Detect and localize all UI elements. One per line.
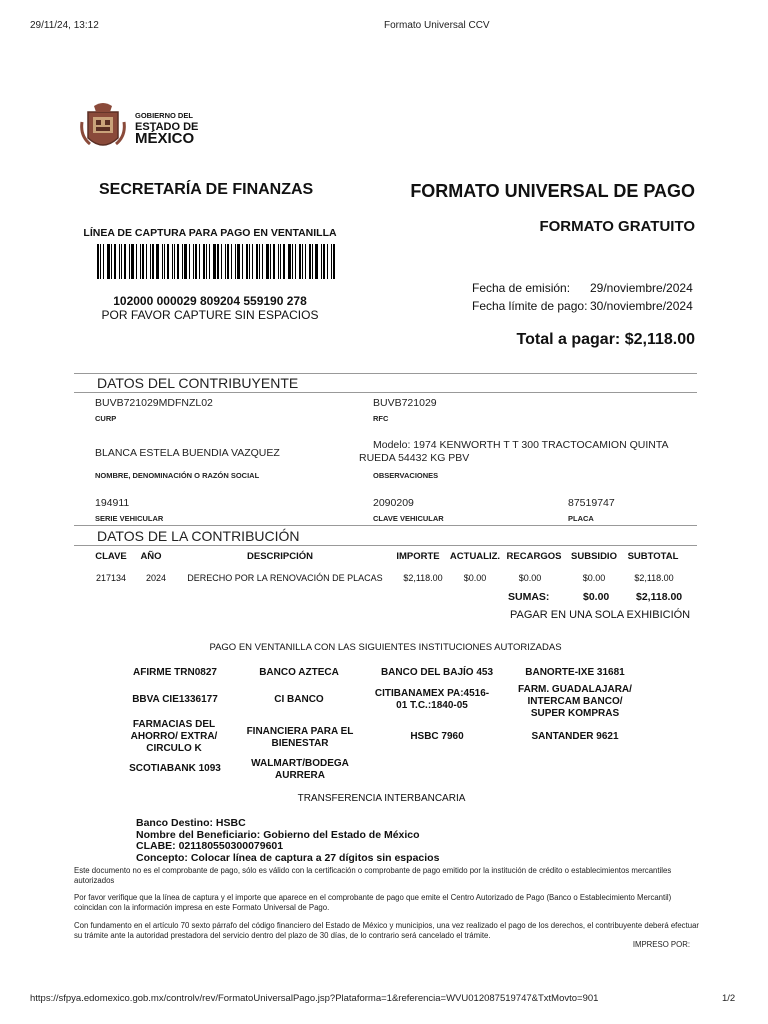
placa-label: PLACA xyxy=(568,514,594,523)
barcode-bar xyxy=(164,244,165,279)
barcode-bar xyxy=(278,244,279,279)
formato-title: FORMATO UNIVERSAL DE PAGO xyxy=(410,181,695,201)
barcode-bar xyxy=(242,244,243,279)
institution-item: BANORTE-IXE 31681 xyxy=(525,667,625,678)
barcode-bar xyxy=(283,244,285,279)
institution-item: SANTANDER 9621 xyxy=(531,731,619,742)
barcode-bar xyxy=(249,244,250,279)
impreso-por: IMPRESO POR: xyxy=(632,940,690,949)
institution-item: BANCO AZTECA xyxy=(259,667,339,678)
barcode-bar xyxy=(150,244,151,279)
table-header: RECARGOS xyxy=(506,551,562,562)
barcode-bar xyxy=(246,244,248,279)
barcode-bar xyxy=(213,244,216,279)
barcode-bar xyxy=(227,244,229,279)
formato-gratuito: FORMATO GRATUITO xyxy=(539,218,695,235)
clave-vehicular-label: CLAVE VEHICULAR xyxy=(373,514,444,523)
nota-1: Este documento no es el comprobante de pago, sólo es válido con la certificación o comprobante de pago emitido por la institución de crédito o establecimientos mercantiles autorizados xyxy=(74,866,672,885)
barcode-bar xyxy=(312,244,313,279)
barcode-bar xyxy=(262,244,263,279)
table-header: SUBTOTAL xyxy=(627,551,679,562)
observaciones-value: Modelo: 1974 KENWORTH T T 300 TRACTOCAMION QUINTA RUEDA 54432 KG PBV xyxy=(359,439,668,464)
barcode-bar xyxy=(299,244,301,279)
linea-captura-numero: 102000 000029 809204 559190 278 xyxy=(113,294,307,308)
barcode-bar xyxy=(199,244,200,279)
barcode-bar xyxy=(305,244,306,279)
banco-destino: Banco Destino: HSBC xyxy=(136,817,246,829)
rfc-value: BUVB721029 xyxy=(373,397,437,409)
barcode-bar xyxy=(206,244,207,279)
barcode-bar xyxy=(237,244,240,279)
instituciones-title: PAGO EN VENTANILLA CON LAS SIGUIENTES INSTITUCIONES AUTORIZADAS xyxy=(209,642,562,653)
institution-item: FARMACIAS DEL AHORRO/ EXTRA/ CIRCULO K xyxy=(130,719,218,754)
sumas-label: SUMAS: xyxy=(508,591,550,603)
divider xyxy=(74,525,697,526)
barcode-bar xyxy=(172,244,173,279)
logo-text-1: GOBIERNO DEL xyxy=(135,111,193,120)
barcode-bar xyxy=(193,244,194,279)
barcode-bar xyxy=(321,244,322,279)
logo-text-3: MÉXICO xyxy=(135,130,195,147)
serie-label: SERIE VEHICULAR xyxy=(95,514,164,523)
coat-of-arms-icon xyxy=(80,102,126,154)
barcode-bar xyxy=(156,244,159,279)
barcode-bar xyxy=(184,244,187,279)
transferencia-title: TRANSFERENCIA INTERBANCARIA xyxy=(297,793,466,804)
clave-vehicular-value: 2090209 xyxy=(373,497,414,509)
barcode-bar xyxy=(124,244,126,279)
print-page-number: 1/2 xyxy=(722,993,736,1004)
barcode-bar xyxy=(129,244,130,279)
exhibicion-nota: PAGAR EN UNA SOLA EXHIBICIÓN xyxy=(510,609,691,621)
barcode-bar xyxy=(292,244,293,279)
barcode-bar xyxy=(270,244,271,279)
linea-captura-title: LÍNEA DE CAPTURA PARA PAGO EN VENTANILLA xyxy=(83,227,337,239)
barcode-bar xyxy=(225,244,226,279)
barcode-bar xyxy=(209,244,210,279)
fecha-emision-value: 29/noviembre/2024 xyxy=(590,281,693,295)
table-cell: $2,118.00 xyxy=(403,573,443,583)
barcode-bar xyxy=(331,244,332,279)
observaciones-label: OBSERVACIONES xyxy=(373,471,439,480)
barcode-bar xyxy=(217,244,219,279)
institution-item: FARM. GUADALAJARA/ INTERCAM BANCO/ SUPER KOMPRAS xyxy=(518,684,632,719)
barcode-bar xyxy=(146,244,147,279)
institution-item: HSBC 7960 xyxy=(410,731,464,742)
table-header: ACTUALIZ. xyxy=(449,551,501,562)
barcode-bar xyxy=(162,244,163,279)
fecha-emision-label: Fecha de emisión: xyxy=(472,281,571,295)
table-cell: $0.00 xyxy=(463,573,487,583)
table-header: CLAVE xyxy=(95,551,127,562)
barcode-bar xyxy=(203,244,205,279)
barcode-bar xyxy=(114,244,116,279)
secretaria-title: SECRETARÍA DE FINANZAS xyxy=(99,181,314,198)
print-datetime: 29/11/24, 13:12 xyxy=(30,20,99,31)
barcode-bar xyxy=(167,244,169,279)
institution-item: BBVA CIE1336177 xyxy=(132,694,218,705)
institution-item: SCOTIABANK 1093 xyxy=(129,763,221,774)
barcode-bar xyxy=(235,244,236,279)
total-a-pagar: Total a pagar: $2,118.00 xyxy=(516,331,695,348)
barcode-bar xyxy=(97,244,99,279)
table-cell: $0.00 xyxy=(582,573,606,583)
barcode-bar xyxy=(189,244,190,279)
barcode-bar xyxy=(174,244,175,279)
barcode-bar xyxy=(315,244,318,279)
sumas-total: $2,118.00 xyxy=(636,591,683,603)
table-cell: 2024 xyxy=(145,573,167,583)
serie-value: 194911 xyxy=(95,497,130,509)
clabe: CLABE: 021180550300079601 xyxy=(136,840,284,852)
table-header: DESCRIPCIÓN xyxy=(247,551,313,562)
nombre-value: BLANCA ESTELA BUENDIA VAZQUEZ xyxy=(95,447,280,459)
transferencia-details xyxy=(136,818,439,864)
barcode-bar xyxy=(295,244,296,279)
institution-item: CITIBANAMEX PA:4516-01 T.C.:1840-05 xyxy=(374,688,490,711)
linea-captura-nota: POR FAVOR CAPTURE SIN ESPACIOS xyxy=(101,308,319,322)
barcode-bar xyxy=(152,244,154,279)
curp-value: BUVB721029MDFNZL02 xyxy=(95,397,213,409)
barcode-bar xyxy=(280,244,281,279)
table-header: SUBSIDIO xyxy=(571,551,617,562)
concepto: Concepto: Colocar línea de captura a 27 dígitos sin espacios xyxy=(136,851,440,864)
barcode-bar xyxy=(266,244,269,279)
barcode-bar xyxy=(103,244,104,279)
fecha-limite-value: 30/noviembre/2024 xyxy=(590,299,693,313)
beneficiario: Nombre del Beneficiario: Gobierno del Estado de México xyxy=(136,828,420,841)
barcode-bar xyxy=(131,244,134,279)
barcode-bar xyxy=(288,244,291,279)
institution-item: CI BANCO xyxy=(274,694,324,705)
barcode-bar xyxy=(333,244,335,279)
nota-3: Con fundamento en el artículo 70 sexto párrafo del código financiero del Estado de México y municipios, una vez realizado el pago de los derechos, el contribuyente deberá efectuar su trámite ante la autoridad prestadora del servicio dentro del plazo de 30 días, de lo contrario será cancelado el trámite. xyxy=(74,921,699,940)
barcode-image xyxy=(97,244,341,279)
institution-item: WALMART/BODEGA AURRERA xyxy=(251,758,349,781)
print-page-title: Formato Universal CCV xyxy=(384,20,490,31)
logo-text-2: ESTADO DE xyxy=(135,121,199,133)
institution-item: FINANCIERA PARA EL BIENESTAR xyxy=(246,726,354,749)
barcode-bar xyxy=(309,244,311,279)
nota-2: Por favor verifique que la línea de captura y el importe que aparece en el comprobante de pago que emite el Centro Autorizado de Pago (Banco o Establecimiento Mercantil) coincidan con la información impresa en este Formato Universal de Pago. xyxy=(74,893,672,912)
barcode-bar xyxy=(182,244,183,279)
barcode-bar xyxy=(107,244,110,279)
barcode-bar xyxy=(273,244,275,279)
barcode-bar xyxy=(111,244,112,279)
placa-value: 87519747 xyxy=(568,497,615,509)
table-cell: $0.00 xyxy=(518,573,542,583)
barcode-bar xyxy=(195,244,197,279)
divider xyxy=(74,392,697,393)
barcode-bar xyxy=(252,244,253,279)
table-header: AÑO xyxy=(140,551,162,562)
table-header: IMPORTE xyxy=(396,551,440,562)
fecha-limite-label: Fecha límite de pago: xyxy=(472,299,588,313)
print-url: https://sfpya.edomexico.gob.mx/controlv/rev/FormatoUniversalPago.jsp?Plataforma=1&referencia=WVU012087519747&TxtMovto=901 xyxy=(30,993,599,1004)
table-cell: 217134 xyxy=(95,573,127,583)
table-cell: DERECHO POR LA RENOVACIÓN DE PLACAS xyxy=(187,573,383,583)
barcode-bar xyxy=(323,244,325,279)
section-title-contribucion: DATOS DE LA CONTRIBUCIÓN xyxy=(97,528,300,544)
barcode-bar xyxy=(121,244,122,279)
barcode-bar xyxy=(119,244,120,279)
nombre-label: NOMBRE, DENOMINACIÓN O RAZÓN SOCIAL xyxy=(95,471,260,480)
barcode-bar xyxy=(221,244,222,279)
institution-item: BANCO DEL BAJÍO 453 xyxy=(380,667,494,678)
institution-item: AFIRME TRN0827 xyxy=(133,667,217,678)
barcode-bar xyxy=(140,244,141,279)
barcode-bar xyxy=(259,244,260,279)
barcode-bar xyxy=(302,244,303,279)
divider xyxy=(74,545,697,546)
barcode-bar xyxy=(136,244,137,279)
barcode-bar xyxy=(327,244,328,279)
table-cell: $2,118.00 xyxy=(634,573,674,583)
section-title-contribuyente: DATOS DEL CONTRIBUYENTE xyxy=(97,375,299,391)
barcode-bar xyxy=(256,244,258,279)
divider xyxy=(74,373,697,374)
barcode-bar xyxy=(177,244,179,279)
barcode-bar xyxy=(100,244,101,279)
curp-label: CURP xyxy=(95,414,117,423)
rfc-label: RFC xyxy=(373,414,389,423)
sumas-subsidio: $0.00 xyxy=(583,591,610,603)
barcode-bar xyxy=(142,244,144,279)
barcode-bar xyxy=(231,244,232,279)
